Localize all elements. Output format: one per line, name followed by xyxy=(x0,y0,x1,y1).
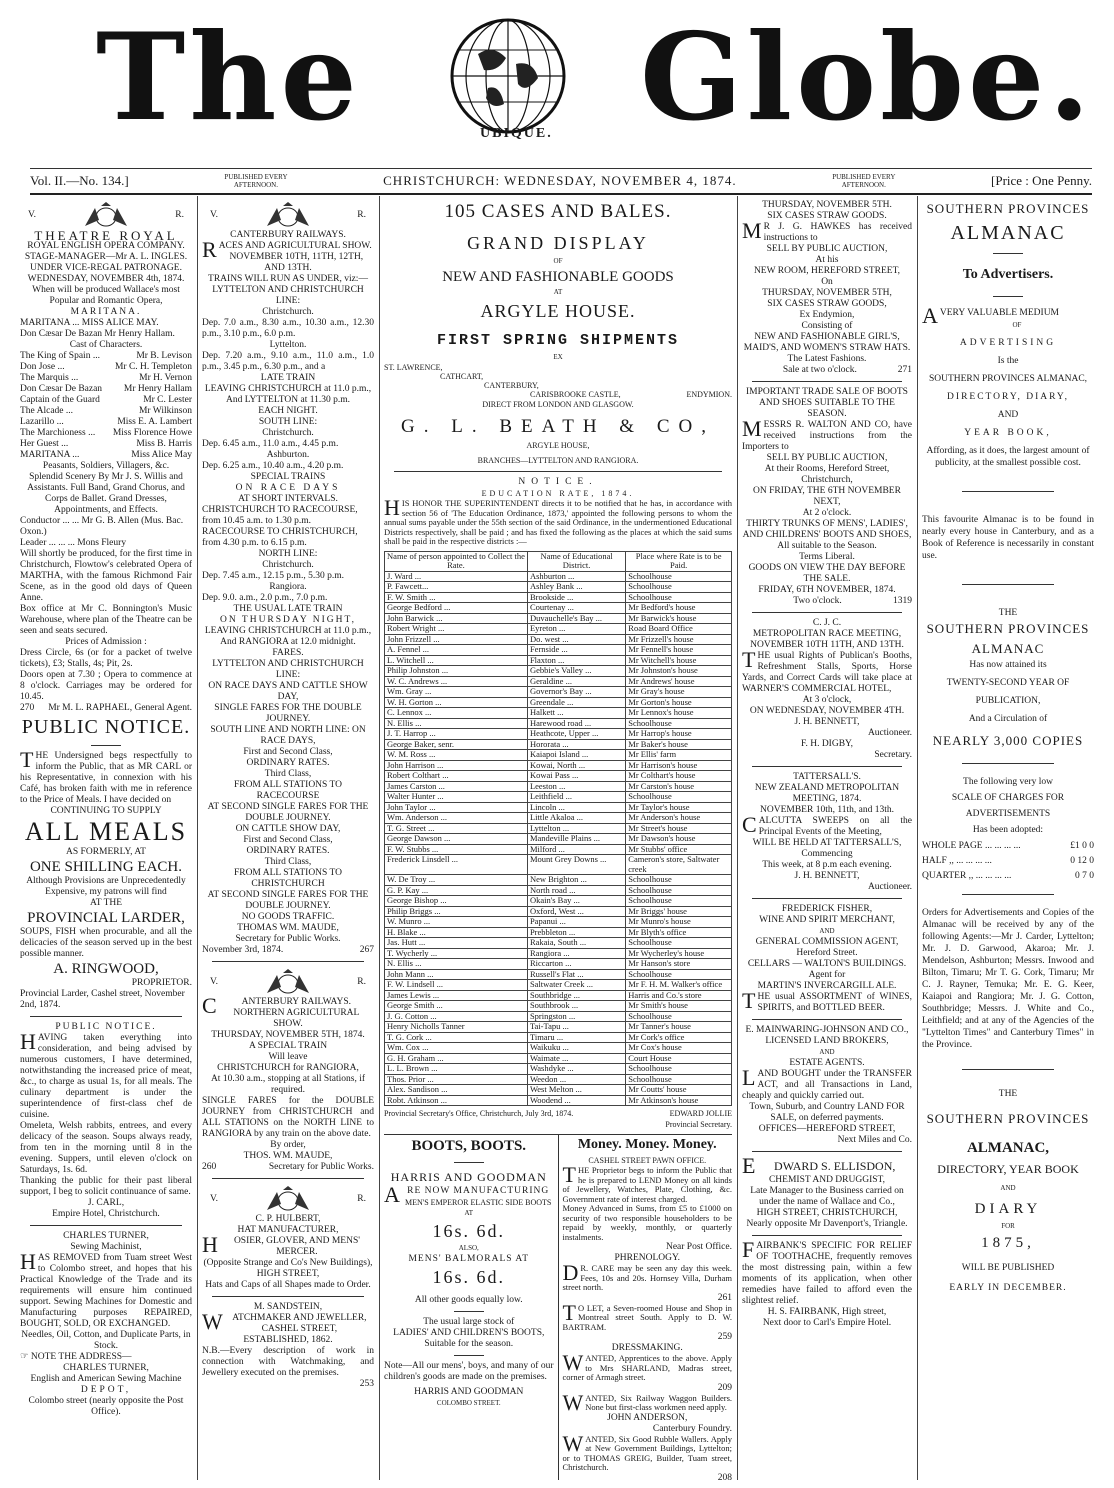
table-cell: Mr Cork's office xyxy=(626,1032,732,1043)
table-cell: Lincoln ... xyxy=(527,802,625,813)
price: [Price : One Penny. xyxy=(991,173,1092,188)
table-cell: West Melton ... xyxy=(527,1085,625,1096)
table-cell: John Taylor ... xyxy=(385,802,528,813)
masthead xyxy=(0,0,1114,168)
table-row xyxy=(385,855,732,875)
table-row xyxy=(385,739,732,750)
cast-row: The Marquis ... Mr H. Vernon xyxy=(20,373,192,383)
column-3: 105 CASES AND BALES. GRAND DISPLAY OF NEW AND FASHIONABLE GOODS AT ARGYLE HOUSE. FIRST SPRING SHIPMENTS EX ST. LAWRENCE, CATHCART, CANTERBURY, CARISBROOKE CASTLE, ENDYMION. DIRECT FROM LONDON AND GLASGOW. G. L. BEATH & CO, ARGYLE HOUSE, BRANCHES—LYTTELTON AND RANGIORA. NOTICE. EDUCATION RATE, 1874. HIS HONOR THE SUPERINTENDENT directs it to be notified that he has, in accordance with section 56 of 'The Education Ordinance, 1873,' appointed the following persons to whom the annual sums payable under the 55th section of the said Ordinance, in the undermentioned Educational Districts respectively, shall be paid ; and has fixed the following as the places at which the said sums shall be paid in the respective districts :— Name of person appointed to Collect the Rate. Name of Educational District. Place where Rate is to be Paid. J. Ward ... Ashburton ... Schoolhouse P. Fawcett... Ashley Bank ... Schoolhouse F. W. Smith ... Brookside ... Schoolhouse George Bedford ... Courtenay ... Mr Bedford's house John Barwick ... Duvauchelle's Bay ... Mr Barwick's house Robert Wright ... Eyreton ... Road Board Office John Frizzell ... Do. west ... Mr Frizzell's house A. Fennel ... Fernside ... Mr Fennell's house L. Witchell ... Flaxton ... Mr Witchell's house Philip Johnston ... Gebbie's Valley ... Mr Johnston's house W. C. Andrews ... Geraldine ... Mr Andrews' house Wm. Gray ... Governor's Bay ... Mr Gray's house W. H. Gorton ... Greendale ... Mr Gorton's house C. Lennox ... Halkett ... Mr Lennox's house N. Ellis ... Harewood road ... Schoolhouse J. T. Harrop ... Heathcote, Upper ... Mr Harrop's house George Baker, senr. Hororata ... Mr Baker's house W. M. Ross ... Kaiapoi Island ... Mr Ellis' farm John Harrison ... Kowai, North ... Mr Harrison's house Robert Colthart ... Kowai Pass ... Mr Colthart's house James Carston ... Leeston ... Mr Carston's house Walter Hunter ... Leithfield ... Schoolhouse John Taylor ... Lincoln ... Mr Taylor's house Wm. Anderson ... Little Akaloa ... Mr Anderson's house T. G. Street ... Lyttelton ... Mr Street's house George Dawson ... Mandeville Plains ... Mr Dawson's house F. W. Stubbs ... Milford ... Mr Stubbs' office Frederick Linsdell ... Mount Grey Downs ... Cameron's store, Saltwater creek W. De Troy ... New Brighton ... Schoolhouse G. P. Kay ... North road ... Schoolhouse George Bishop ... Okain's Bay ... Schoolhouse Philip Briggs ... Oxford, West ... Mr Briggs' house W. Munro ... Papanui ... Mr Munro's house H. Blake ... Prebbleton ... Mr Blyth's office Jas. Hutt ... Rakaia, South ... Schoolhouse T. Wycherly ... Rangiora ... Mr Wycherley's house N. Ellis ... Riccarton ... Mr Hanson's store John Mann ... Russell's Flat ... Schoolhouse F. W. Lindsell ... Saltwater Creek ... Mr F. H. M. Walker's office James Lewis ... Southbridge ... Harris and Co.'s store George Smith ... Southbrook ... Mr Smith's house J. G. Cotton ... Springston ... Schoolhouse Henry Nicholls Tanner Tai-Tapu ... Mr Tanner's house T. G. Cork ... Timaru ... Mr Cork's office Wm. Cox ... Waikuku ... Mr Cox's house G. H. Graham ... Waimate ... Court House L. L. Brown ... Washdyke ... Schoolhouse Thos. Prior ... Weedon ... Schoolhouse Alex. Sandison ... West Melton ... Mr Coutts' house Robt. Atkinson ... Woodend ... Mr Atkinson's house Provincial Secretary's Office, Christchurch, July 3rd, 1874. EDWARD JOLLIE Provincial Secretary. BOOTS, BOOTS. HARRIS AND GOODMAN ARE NOW MANUFACTURING MEN'S EMPEROR ELASTIC SIDE BOOTS AT 16s. 6d. ALSO, MENS' BALMORALS AT 16s. 6d. All other goods equally low. The usual large stock of LADIES' AND CHILDREN'S BOOTS, Suitable for the season. Note—All our mens', boys, and many of our children's goods are made on the premises. HARRIS AND GOODMAN COLOMBO STREET. Money. Money. Money. CASHEL STREET PAWN OFFICE. THE Proprietor begs to inform the Public that he is prepared to LEND Money on all kinds of Jewellery, Watches, Plate, Clothing, &c. Government rate of interest charged. Money Advanced in Sums, from £5 to £1000 on security of two responsible householders to be repaid by weekly, monthly, or quarterly instalments. Near Post Office. PHRENOLOGY. DR. CARE may be seen any day this week. Fees, 10s and 20s. Hornsey Villa, Durham street north. 261 TO LET, a Seven-roomed House and Shop in Montreal street South. Apply to D. W. BARTRAM. 259 DRESSMAKING. WANTED, Apprentices to the above. Apply to Mrs SHARLAND, Madras street, corner of Armagh street. 209 WANTED, Six Railway Waggon Builders. None but first-class workmen need apply. JOHN ANDERSON, Canterbury Foundry. WANTED, Six Good Rubble Wallers. Apply at New Government Buildings, Lyttelton; or to THOMAS GREIG, Builder, Tuam street, Christchurch. 208 xyxy=(384,200,732,1480)
table-row xyxy=(385,750,732,761)
to-advertisers: To Advertisers. xyxy=(962,267,1054,282)
table-cell: George Dawson ... xyxy=(385,834,528,845)
table-cell: Mr Witchell's house xyxy=(626,655,732,666)
table-cell: Flaxton ... xyxy=(527,655,625,666)
table-cell: T. G. Street ... xyxy=(385,823,528,834)
table-cell: Wm. Gray ... xyxy=(385,687,528,698)
table-cell: Mr Hanson's store xyxy=(626,959,732,970)
table-cell: Springston ... xyxy=(527,1011,625,1022)
table-row xyxy=(385,1032,732,1043)
table-cell: Mr Harrison's house xyxy=(626,760,732,771)
table-cell: Frederick Linsdell ... xyxy=(385,855,528,875)
table-cell: Prebbleton ... xyxy=(527,927,625,938)
table-cell: Mr Briggs' house xyxy=(626,906,732,917)
table-cell: John Barwick ... xyxy=(385,613,528,624)
table-row xyxy=(385,708,732,719)
table-cell: J. T. Harrop ... xyxy=(385,729,528,740)
cast-row: Captain of the Guard Mr C. Lester xyxy=(20,395,192,405)
table-row xyxy=(385,990,732,1001)
table-row xyxy=(385,634,732,645)
table-row xyxy=(385,781,732,792)
table-row xyxy=(385,844,732,855)
table-row xyxy=(385,927,732,938)
table-cell: Wm. Cox ... xyxy=(385,1043,528,1054)
table-cell: P. Fawcett... xyxy=(385,582,528,593)
table-cell: Schoolhouse xyxy=(626,792,732,803)
table-row xyxy=(385,823,732,834)
table-row xyxy=(385,687,732,698)
table-cell: G. H. Graham ... xyxy=(385,1053,528,1064)
table-cell: Leeston ... xyxy=(527,781,625,792)
table-cell: Mr Smith's house xyxy=(626,1001,732,1012)
table-cell: Mr Barwick's house xyxy=(626,613,732,624)
table-cell: Gebbie's Valley ... xyxy=(527,666,625,677)
column-2: V. R. CANTERBURY RAILWAYS. RACES AND AGRICULTURAL SHOW. NOVEMBER 10TH, 11TH, 12TH, AND 13TH. TRAINS WILL RUN AS UNDER, viz:— LYTTELTON AND CHRISTCHURCH LINE: Christchurch. Dep. 7.0 a.m., 8.30 a.m., 10.30 a.m., 12.30 p.m., 3.10 p.m., 6.0 p.m. Lyttelton. Dep. 7.20 a.m., 9.10 a.m., 11.0 a.m., 1.0 p.m., 3.45 p.m., 6.30 p.m., and a LATE TRAIN LEAVING CHRISTCHURCH at 11.0 p.m., And LYTTELTON at 11.30 p.m. EACH NIGHT. SOUTH LINE: Christchurch. Dep. 6.45 a.m., 11.0 a.m., 4.45 p.m. Ashburton. Dep. 6.25 a.m., 10.40 a.m., 4.20 p.m. SPECIAL TRAINS ON RACE DAYS AT SHORT INTERVALS. CHRISTCHURCH TO RACECOURSE, from 10.45 a.m. to 1.30 p.m. RACECOURSE TO CHRISTCHURCH, from 4.30 p.m. to 6.15 p.m. NORTH LINE: Christchurch. Dep. 7.45 a.m., 12.15 p.m., 5.30 p.m. Rangiora. Dep. 9.0. a.m., 2.0 p.m., 7.0 p.m. THE USUAL LATE TRAIN ON THURSDAY NIGHT, LEAVING CHRISTCHURCH at 11.0 p.m., And RANGIORA at 12.0 midnight. FARES. LYTTELTON AND CHRISTCHURCH LINE: ON RACE DAYS AND CATTLE SHOW DAY, SINGLE FARES FOR THE DOUBLE JOURNEY. SOUTH LINE AND NORTH LINE: ON RACE DAYS, First and Second Class, ORDINARY RATES. Third Class, FROM ALL STATIONS TO RACECOURSE AT SECOND SINGLE FARES FOR THE DOUBLE JOURNEY. ON CATTLE SHOW DAY, First and Second Class, ORDINARY RATES. Third Class, FROM ALL STATIONS TO CHRISTCHURCH AT SECOND SINGLE FARES FOR THE DOUBLE JOURNEY. NO GOODS TRAFFIC. THOMAS WM. MAUDE, Secretary for Public Works. November 3rd, 1874. 267 V. R. CANTERBURY RAILWAYS. NORTHERN AGRICULTURAL SHOW. THURSDAY, NOVEMBER 5TH, 1874. A SPECIAL TRAIN Will leave CHRISTCHURCH for RANGIORA, At 10.30 a.m., stopping at all Stations, if required. SINGLE FARES for the DOUBLE JOURNEY from CHRISTCHURCH and ALL STATIONS on the NORTH LINE to RANGIORA by any train on the above date. By order, THOS. WM. MAUDE, 260 Secretary for Public Works. V. R. C. P. HULBERT, HAT MANUFACTURER, HOSIER, GLOVER, AND MENS' MERCER. (Opposite Strange and Co's New Buildings), HIGH STREET, Hats and Caps of all Shapes made to Order. M. SANDSTEIN, WATCHMAKER AND JEWELLER, CASHEL STREET, ESTABLISHED, 1862. N.B.—Every description of work in connection with Watchmaking, and Jewellery executed on the premises. 253 xyxy=(202,200,374,1480)
table-cell: James Carston ... xyxy=(385,781,528,792)
table-cell: W. M. Ross ... xyxy=(385,750,528,761)
table-cell: Mr Stubbs' office xyxy=(626,844,732,855)
column-rule xyxy=(737,196,738,1480)
cases-heading: 105 CASES AND BALES. xyxy=(444,201,672,222)
table-cell: Mr Gray's house xyxy=(626,687,732,698)
rate-row: QUARTER ,, ... ... ... ... 0 7 0 xyxy=(922,871,1094,881)
advertising-rates xyxy=(922,840,1094,882)
table-cell: Hororata ... xyxy=(527,739,625,750)
cast-row: Her Guest ... Miss B. Harris xyxy=(20,439,192,449)
table-row xyxy=(385,582,732,593)
table-cell: Okain's Bay ... xyxy=(527,896,625,907)
table-cell: Mr Gorton's house xyxy=(626,697,732,708)
table-cell: J. G. Cotton ... xyxy=(385,1011,528,1022)
table-cell: Timaru ... xyxy=(527,1032,625,1043)
table-row xyxy=(385,1074,732,1085)
table-cell: James Lewis ... xyxy=(385,990,528,1001)
table-cell: Courtenay ... xyxy=(527,603,625,614)
table-cell: Riccarton ... xyxy=(527,959,625,970)
table-cell: John Frizzell ... xyxy=(385,634,528,645)
table-row xyxy=(385,624,732,635)
table-cell: Ashley Bank ... xyxy=(527,582,625,593)
table-cell: Walter Hunter ... xyxy=(385,792,528,803)
table-cell: Kaiapoi Island ... xyxy=(527,750,625,761)
royal-arms-icon xyxy=(81,202,131,228)
table-cell: L. L. Brown ... xyxy=(385,1064,528,1075)
royal-arms: V. R. xyxy=(202,200,374,230)
table-cell: Tai-Tapu ... xyxy=(527,1022,625,1033)
table-row xyxy=(385,1053,732,1064)
table-row xyxy=(385,603,732,614)
table-cell: Harewood road ... xyxy=(527,718,625,729)
table-cell: Mr Bedford's house xyxy=(626,603,732,614)
table-cell: Henry Nicholls Tanner xyxy=(385,1022,528,1033)
masthead-right-word: Globe. xyxy=(640,7,1095,148)
table-cell: Washdyke ... xyxy=(527,1064,625,1075)
table-row xyxy=(385,718,732,729)
table-cell: C. Lennox ... xyxy=(385,708,528,719)
column-rule xyxy=(379,196,380,1480)
table-cell: Mr Wycherley's house xyxy=(626,948,732,959)
table-cell: Mr Harrop's house xyxy=(626,729,732,740)
table-row xyxy=(385,1064,732,1075)
royal-arms-icon xyxy=(263,969,313,995)
table-cell: Little Akaloa ... xyxy=(527,813,625,824)
table-cell: Ashburton ... xyxy=(527,571,625,582)
rate-row: HALF ,, ... ... ... ... 0 12 0 xyxy=(922,856,1094,866)
table-row xyxy=(385,834,732,845)
table-cell: John Mann ... xyxy=(385,969,528,980)
table-cell: Saltwater Creek ... xyxy=(527,980,625,991)
table-cell: Schoolhouse xyxy=(626,938,732,949)
table-cell: F. W. Stubbs ... xyxy=(385,844,528,855)
table-cell: Leithfield ... xyxy=(527,792,625,803)
table-cell: Mr Atkinson's house xyxy=(626,1095,732,1106)
table-cell: W. De Troy ... xyxy=(385,875,528,886)
public-notice-heading: PUBLIC NOTICE. xyxy=(21,716,191,738)
table-cell: W. C. Andrews ... xyxy=(385,676,528,687)
table-cell: Schoolhouse xyxy=(626,969,732,980)
table-row xyxy=(385,1022,732,1033)
table-cell: Mr Colthart's house xyxy=(626,771,732,782)
table-cell: Southbridge ... xyxy=(527,990,625,1001)
table-cell: Schoolhouse xyxy=(626,718,732,729)
table-cell: Mr Blyth's office xyxy=(626,927,732,938)
published-note-right: PUBLISHED EVERY AFTERNOON. xyxy=(832,173,896,189)
cast-row: The King of Spain ... Mr B. Levison xyxy=(20,351,192,361)
table-cell: Mr Taylor's house xyxy=(626,802,732,813)
table-row xyxy=(385,1001,732,1012)
table-cell: Schoolhouse xyxy=(626,885,732,896)
table-cell: Brookside ... xyxy=(527,592,625,603)
table-cell: N. Ellis ... xyxy=(385,959,528,970)
table-cell: Jas. Hutt ... xyxy=(385,938,528,949)
cast-row: The Marchioness ... Miss Florence Howe xyxy=(20,428,192,438)
table-cell: Papanui ... xyxy=(527,917,625,928)
table-cell: Harris and Co.'s store xyxy=(626,990,732,1001)
table-cell: Governor's Bay ... xyxy=(527,687,625,698)
table-row xyxy=(385,1043,732,1054)
table-header: Place where Rate is to be Paid. xyxy=(626,551,732,571)
table-row xyxy=(385,697,732,708)
table-cell: New Brighton ... xyxy=(527,875,625,886)
royal-arms: V. R. xyxy=(202,967,374,997)
education-rate-table xyxy=(384,551,732,1107)
table-row xyxy=(385,959,732,970)
table-cell: Geraldine ... xyxy=(527,676,625,687)
column-4: THURSDAY, NOVEMBER 5TH. SIX CASES STRAW GOODS. MR J. G. HAWKES has received instructions to SELL BY PUBLIC AUCTION, At his NEW ROOM, HEREFORD STREET, On THURSDAY, NOVEMBER 5TH, SIX CASES STRAW GOODS, Ex Endymion, Consisting of NEW AND FASHIONABLE GIRL'S, MAID'S, AND WOMEN'S STRAW HATS. The Latest Fashions. Sale at two o'clock. 271 IMPORTANT TRADE SALE OF BOOTS AND SHOES SUITABLE TO THE SEASON. MESSRS R. WALTON AND CO, have received instructions from the Importers to SELL BY PUBLIC AUCTION, At their Rooms, Hereford Street, Christchurch, ON FRIDAY, THE 6TH NOVEMBER NEXT, At 2 o'clock. THIRTY TRUNKS OF MENS', LADIES', AND CHILDRENS' BOOTS AND SHOES, All suitable to the Season. Terms Liberal. GOODS ON VIEW THE DAY BEFORE THE SALE. FRIDAY, 6TH NOVEMBER, 1874. Two o'clock. 1319 C. J. C. METROPOLITAN RACE MEETING, NOVEMBER 10TH 11TH, AND 13TH. THE usual Rights of Publican's Booths, Refreshment Stalls, Sports, Horse Yards, and Correct Cards will take place at WARNER'S COMMERCIAL HOTEL, At 3 o'clock, ON WEDNESDAY, NOVEMBER 4TH. J. H. BENNETT, Auctioneer. F. H. DIGBY, Secretary. TATTERSALL'S. NEW ZEALAND METROPOLITAN MEETING, 1874. NOVEMBER 10th, 11th, and 13th. CALCUTTA SWEEPS on all the Principal Events of the Meeting, WILL BE HELD AT TATTERSALL'S, Commencing This week, at 8 p.m each evening. J. H. BENNETT, Auctioneer. FREDERICK FISHER, WINE AND SPIRIT MERCHANT, AND GENERAL COMMISSION AGENT, Hereford Street. CELLARS — WALTON'S BUILDINGS. Agent for MARTIN'S INVERCARGILL ALE. THE usual ASSORTMENT of WINES, SPIRITS, and BOTTLED BEER. E. MAINWARING-JOHNSON AND CO., LICENSED LAND BROKERS, AND ESTATE AGENTS. LAND BOUGHT under the TRANSFER ACT, and all Transactions in Land, cheaply and quickly carried out. Town, Suburb, and Country LAND FOR SALE, on deferred payments. OFFICES—HEREFORD STREET, Next Miles and Co. EDWARD S. ELLISDON, CHEMIST AND DRUGGIST, Late Manager to the Business carried on under the name of Wallace and Co., HIGH STREET, CHRISTCHURCH, Nearly opposite Mr Davenport's, Triangle. FAIRBANK'S SPECIFIC FOR RELIEF OF TOOTHACHE, frequently removes the most distressing pain, within a few moments of its application, when other remedies have failed to afford even the slightest relief. H. S. FAIRBANK, High street, Next door to Carl's Empire Hotel. xyxy=(742,200,912,1328)
table-cell: George Smith ... xyxy=(385,1001,528,1012)
column-5: SOUTHERN PROVINCES ALMANAC To Advertisers. AVERY VALUABLE MEDIUM OF ADVERTISING Is the SOUTHERN PROVINCES ALMANAC, DIRECTORY, DIARY, AND YEAR BOOK, Affording, as it does, the largest amount of publicity, at the smallest possible cost. This favourite Almanac is to be found in nearly every house in Canterbury, and as a Book of Reference is necessarily in constant use. THE SOUTHERN PROVINCES ALMANAC Has now attained its TWENTY-SECOND YEAR OF PUBLICATION, And a Circulation of NEARLY 3,000 COPIES The following very low SCALE OF CHARGES FOR ADVERTISEMENTS Has been adopted: WHOLE PAGE ... ... ... ... £1 0 0 HALF ,, ... ... ... ... 0 12 0 QUARTER ,, ... ... ... ... 0 7 0 Orders for Advertisements and Copies of the Almanac will be received by any of the following Agents:—Mr J. Carder, Lyttelton; Mr. J. D. Garwood, Akaroa; Mr. J. Mendelson, Ashburton; Messrs. Inwood and Bilton, Timaru; Mr T. G. Cork, Timaru; Mr C. J. Rayner, Temuka; Mr. E. G. Keer, Kaiapoi and Rangiora; Mr. J. G. Cotton, Southbridge; Messrs. J. White and Co., Leithfield; and at any of the Agencies of the "Lyttelton Times" and Canterbury Times" in the Province. THE SOUTHERN PROVINCES ALMANAC, DIRECTORY, YEAR BOOK AND DIARY FOR 1875, WILL BE PUBLISHED EARLY IN DECEMBER. xyxy=(922,201,1094,1293)
theatre-title: THEATRE ROYAL xyxy=(34,228,178,243)
table-row xyxy=(385,813,732,824)
table-cell: Mr Anderson's house xyxy=(626,813,732,824)
table-cell: Philip Briggs ... xyxy=(385,906,528,917)
table-cell: Greendale ... xyxy=(527,697,625,708)
table-row xyxy=(385,1011,732,1022)
column-rule xyxy=(197,196,198,1480)
table-cell: Mandeville Plains ... xyxy=(527,834,625,845)
table-row xyxy=(385,666,732,677)
table-cell: Mr Frizzell's house xyxy=(626,634,732,645)
cast-row: The Alcade ... Mr Wilkinson xyxy=(20,406,192,416)
table-cell: Oxford, West ... xyxy=(527,906,625,917)
table-cell: Waikuku ... xyxy=(527,1043,625,1054)
rate-row: WHOLE PAGE ... ... ... ... £1 0 0 xyxy=(922,841,1094,851)
table-cell: Heathcote, Upper ... xyxy=(527,729,625,740)
table-cell: Mr Lennox's house xyxy=(626,708,732,719)
table-cell: George Bedford ... xyxy=(385,603,528,614)
table-cell: Southbrook ... xyxy=(527,1001,625,1012)
table-cell: L. Witchell ... xyxy=(385,655,528,666)
cast-row: MARITANA ... Miss Alice May xyxy=(20,450,192,460)
table-row xyxy=(385,760,732,771)
table-cell: Rakaia, South ... xyxy=(527,938,625,949)
table-row xyxy=(385,676,732,687)
all-meals: ALL MEALS xyxy=(24,817,188,846)
table-cell: Mr Baker's house xyxy=(626,739,732,750)
table-row xyxy=(385,729,732,740)
cast-row: Don Cæsar De Bazan Mr Henry Hallam xyxy=(20,384,192,394)
table-cell: Kowai Pass ... xyxy=(527,771,625,782)
table-cell: Robert Wright ... xyxy=(385,624,528,635)
royal-arms: V. R. xyxy=(20,200,192,230)
table-cell: Mr Street's house xyxy=(626,823,732,834)
table-cell: Rangiora ... xyxy=(527,948,625,959)
table-cell: Mr Munro's house xyxy=(626,917,732,928)
table-cell: George Baker, senr. xyxy=(385,739,528,750)
table-cell: Court House xyxy=(626,1053,732,1064)
table-row xyxy=(385,906,732,917)
table-cell: Mr Tanner's house xyxy=(626,1022,732,1033)
table-cell: Alex. Sandison ... xyxy=(385,1085,528,1096)
masthead-left-word: The xyxy=(96,7,361,148)
table-row xyxy=(385,645,732,656)
table-cell: Robert Colthart ... xyxy=(385,771,528,782)
table-cell: Mr F. H. M. Walker's office xyxy=(626,980,732,991)
published-note: PUBLISHED EVERY AFTERNOON. xyxy=(224,173,288,189)
table-cell: Schoolhouse xyxy=(626,1064,732,1075)
table-cell: Mr Fennell's house xyxy=(626,645,732,656)
cast-row: Don Jose ... Mr C. H. Templeton xyxy=(20,362,192,372)
table-cell: F. W. Lindsell ... xyxy=(385,980,528,991)
table-row xyxy=(385,917,732,928)
table-row xyxy=(385,948,732,959)
table-cell: T. Wycherly ... xyxy=(385,948,528,959)
table-cell: Woodend ... xyxy=(527,1095,625,1106)
table-cell: Road Board Office xyxy=(626,624,732,635)
table-row xyxy=(385,771,732,782)
royal-arms-icon xyxy=(263,202,313,228)
beath-heading: G. L. BEATH & CO, xyxy=(401,416,715,437)
place-date: CHRISTCHURCH: WEDNESDAY, NOVEMBER 4, 1874. xyxy=(383,173,737,188)
table-cell: N. Ellis ... xyxy=(385,718,528,729)
table-cell: Thos. Prior ... xyxy=(385,1074,528,1085)
table-cell: Robt. Atkinson ... xyxy=(385,1095,528,1106)
masthead-motto: UBIQUE. xyxy=(480,126,553,141)
table-cell: Weedon ... xyxy=(527,1074,625,1085)
table-cell: John Harrison ... xyxy=(385,760,528,771)
table-cell: Mr Cox's house xyxy=(626,1043,732,1054)
table-cell: Cameron's store, Saltwater creek xyxy=(626,855,732,875)
table-cell: T. G. Cork ... xyxy=(385,1032,528,1043)
table-cell: F. W. Smith ... xyxy=(385,592,528,603)
table-cell: W. Munro ... xyxy=(385,917,528,928)
ship-list: ST. LAWRENCE, CATHCART, CANTERBURY, CARISBROOKE CASTLE, ENDYMION. xyxy=(384,363,732,399)
table-row xyxy=(385,571,732,582)
table-cell: Eyreton ... xyxy=(527,624,625,635)
table-cell: Mr Ellis' farm xyxy=(626,750,732,761)
table-cell: Schoolhouse xyxy=(626,1011,732,1022)
table-cell: North road ... xyxy=(527,885,625,896)
table-cell: Schoolhouse xyxy=(626,1074,732,1085)
table-row xyxy=(385,969,732,980)
table-cell: G. P. Kay ... xyxy=(385,885,528,896)
royal-arms-icon xyxy=(263,1186,313,1212)
royal-arms: V. R. xyxy=(202,1184,374,1214)
table-cell: Schoolhouse xyxy=(626,571,732,582)
table-cell: Do. west ... xyxy=(527,634,625,645)
table-row xyxy=(385,938,732,949)
table-cell: Kowai, North ... xyxy=(527,760,625,771)
table-row xyxy=(385,980,732,991)
table-row xyxy=(385,792,732,803)
table-cell: J. Ward ... xyxy=(385,571,528,582)
table-cell: Halkett ... xyxy=(527,708,625,719)
table-row xyxy=(385,875,732,886)
table-row xyxy=(385,613,732,624)
table-cell: Waimate ... xyxy=(527,1053,625,1064)
table-cell: A. Fennel ... xyxy=(385,645,528,656)
table-cell: Duvauchelle's Bay ... xyxy=(527,613,625,624)
table-cell: Schoolhouse xyxy=(626,875,732,886)
table-row xyxy=(385,896,732,907)
column-rule xyxy=(917,196,918,1480)
table-cell: W. H. Gorton ... xyxy=(385,697,528,708)
table-cell: Schoolhouse xyxy=(626,592,732,603)
table-cell: Philip Johnston ... xyxy=(385,666,528,677)
column-1: V. R. THEATRE ROYAL ROYAL ENGLISH OPERA COMPANY. STAGE-MANAGER—Mr A. L. INGLES. UNDER VICE-REGAL PATRONAGE. WEDNESDAY, NOVEMBER 4th, 1874. When will be produced Wallace's most Popular and Romantic Opera, MARITANA. MARITANA ... MISS ALICE MAY. Don Cæsar De Bazan Mr Henry Hallam. Cast of Characters. The King of Spain ... Mr B. Levison Don Jose ... Mr C. H. Templeton The Marquis ... Mr H. Vernon Don Cæsar De Bazan Mr Henry Hallam Captain of the Guard Mr C. Lester The Alcade ... Mr Wilkinson Lazarillo ... Miss E. A. Lambert The Marchioness ... Miss Florence Howe Her Guest ... Miss B. Harris MARITANA ... Miss Alice May Peasants, Soldiers, Villagers, &c. Splendid Scenery By Mr J. S. Willis and Assistants. Full Band, Grand Chorus, and Corps de Ballet. Grand Dresses, Appointments, and Effects. Conductor ... ... Mr G. B. Allen (Mus. Bac. Oxon.) Leader ... ... ... Mons Fleury Will shortly be produced, for the first time in Christchurch, Flowtow's celebrated Opera of MARTHA, with the famous Richmond Fair Scene, as in the good old days of Queen Anne. Box office at Mr C. Bonnington's Music Warehouse, where plan of the Theatre can be seen and seats secured. Prices of Admission : Dress Circle, 6s (or for a packet of twelve tickets), £3; Stalls, 4s; Pit, 2s. Doors open at 7.30 ; Opera to commence at 8 o'clock. Carriages may be ordered for 10.45. 270 Mr M. L. RAPHAEL, General Agent. PUBLIC NOTICE. THE Undersigned begs respectfully to inform the Public, that as MR CARL or his Representative, in connexion with his Café, has broken faith with me in reference to the Price of Meals. I have decided on CONTINUING TO SUPPLY ALL MEALS AS FORMERLY, AT ONE SHILLING EACH. Although Provisions are Unprecedentedly Expensive, my patrons will find AT THE PROVINCIAL LARDER, SOUPS, FISH when procurable, and all the delicacies of the season served up in the best possible manner. A. RINGWOOD, PROPRIETOR. Provincial Larder, Cashel street, November 2nd, 1874. PUBLIC NOTICE. HAVING taken everything into consideration, and being advised by numerous customers, I have determined, notwithstanding the increased price of meat, &c., to charge as usual 1s, for all meals. The culinary department is under the superintendence of first-class chef de cuisine. Omeleta, Welsh rabbits, entrees, and every delicacy of the season. Soups always ready, from ten in the morning until 8 in the evening. Suppers, until eleven o'clock on Saturdays, 1s. 6d. Thanking the public for their past liberal support, I beg to solicit continuance of same. J. CARL, Empire Hotel, Christchurch. CHARLES TURNER, Sewing Machinist, HAS REMOVED from Tuam street West to Colombo street, and hopes that his Practical Knowledge of the Trade and its requirements will ensure him continued support. Sewing Machines for Domestic and Manufacturing purposes REPAIRED, BOUGHT, SOLD, OR EXCHANGED. Needles, Oil, Cotton, and Duplicate Parts, in Stock. ☞ NOTE THE ADDRESS— CHARLES TURNER, English and American Sewing Machine DEPOT, Colombo street (nearly opposite the Post Office). xyxy=(20,200,192,1480)
table-header: Name of Educational District. xyxy=(527,551,625,571)
table-cell: Milford ... xyxy=(527,844,625,855)
cast-row: Lazarillo ... Miss E. A. Lambert xyxy=(20,417,192,427)
table-cell: Mr Carston's house xyxy=(626,781,732,792)
table-cell: Russell's Flat ... xyxy=(527,969,625,980)
table-cell: Lyttelton ... xyxy=(527,823,625,834)
table-cell: Mr Andrews' house xyxy=(626,676,732,687)
table-cell: Mount Grey Downs ... xyxy=(527,855,625,875)
table-cell: George Bishop ... xyxy=(385,896,528,907)
volume: Vol. II.—No. 134.] xyxy=(30,173,129,188)
table-header: Name of person appointed to Collect the Rate. xyxy=(385,551,528,571)
table-row xyxy=(385,1085,732,1096)
table-row xyxy=(385,655,732,666)
table-cell: Fernside ... xyxy=(527,645,625,656)
table-cell: H. Blake ... xyxy=(385,927,528,938)
table-row xyxy=(385,885,732,896)
cast-list xyxy=(20,351,192,461)
table-cell: Schoolhouse xyxy=(626,896,732,907)
table-row xyxy=(385,1095,732,1106)
table-cell: Mr Coutts' house xyxy=(626,1085,732,1096)
dateline xyxy=(30,168,1092,195)
table-cell: Mr Johnston's house xyxy=(626,666,732,677)
table-row xyxy=(385,802,732,813)
table-cell: Mr Dawson's house xyxy=(626,834,732,845)
table-cell: Schoolhouse xyxy=(626,582,732,593)
table-row xyxy=(385,592,732,603)
table-cell: Wm. Anderson ... xyxy=(385,813,528,824)
